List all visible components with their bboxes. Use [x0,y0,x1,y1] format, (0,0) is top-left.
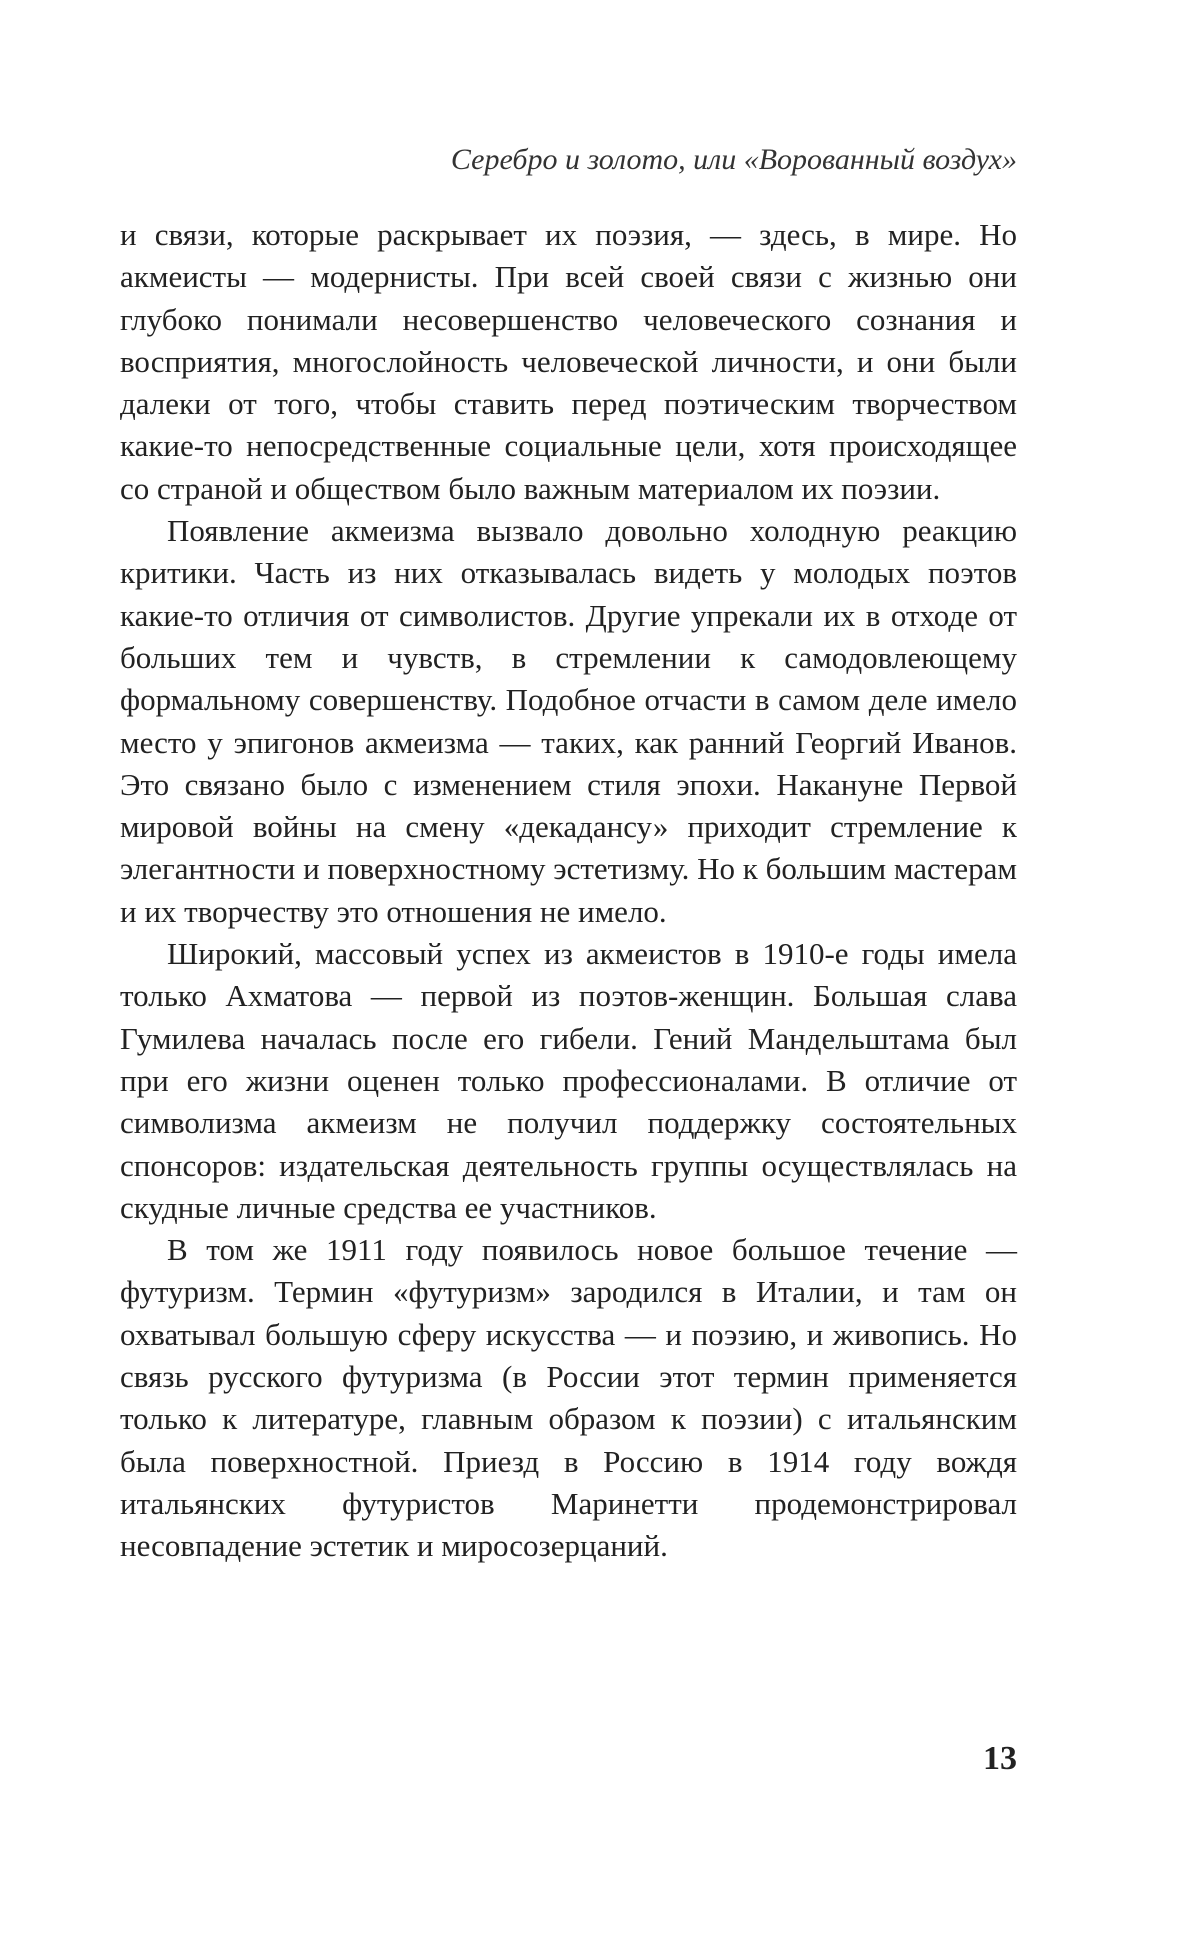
paragraph-futurism: В том же 1911 году появилось новое большое течение — футуризм. Термин «футуризм» зародился в Италии, и там он охватывал большую сферу искусства — и поэзию, и живопись. Но связь русского футуризма (в России этот термин применяется только к литературе, главным образом к поэзии) с итальянским была поверхностной. Приезд в Россию в 1914 году вождя итальянских футуристов Маринетти продемонстрировал несовпадение эстетик и миросозерцаний. [120,1232,1017,1564]
body-text [120,214,1017,1568]
paragraph-acmeism-reception: Появление акмеизма вызвало довольно холодную реакцию критики. Часть из них отказывалась видеть у молодых поэтов какие-то отличия от символистов. Другие упрекали их в отходе от больших тем и чувств, в стремлении к самодовлеющему формальному совершенству. Подобное отчасти в самом деле имело место у эпигонов акмеизма — таких, как ранний Георгий Иванов. Это связано было с изменением стиля эпохи. Накануне Первой мировой войны на смену «декадансу» приходит стремление к элегантности и поверхностному эстетизму. Но к большим мастерам и их творчеству это отношения не имело. [120,513,1017,929]
paragraph-continuation: и связи, которые раскрывает их поэзия, — здесь, в мире. Но акмеисты — модернисты. При всей своей связи с жизнью они глубоко понимали несовершенство человеческого сознания и восприятия, многослойность человеческой личности, и они были далеки от того, чтобы ставить перед поэтическим творчеством какие-то непосредственные социальные цели, хотя происходящее со страной и обществом было важным материалом их поэзии. [120,217,1017,506]
running-head: Серебро и золото, или «Ворованный воздух» [450,143,1017,176]
paragraph-acmeism-success: Широкий, массовый успех из акмеистов в 1910-е годы имела только Ахматова — первой из поэтов-женщин. Большая слава Гумилева началась после его гибели. Гений Мандельштама был при его жизни оценен только профессионалами. В отличие от символизма акмеизм не получил поддержку состоятельных спонсоров: издательская деятельность группы осуществлялась на скудные личные средства ее участников. [120,936,1017,1225]
page-number: 13 [983,1740,1017,1777]
